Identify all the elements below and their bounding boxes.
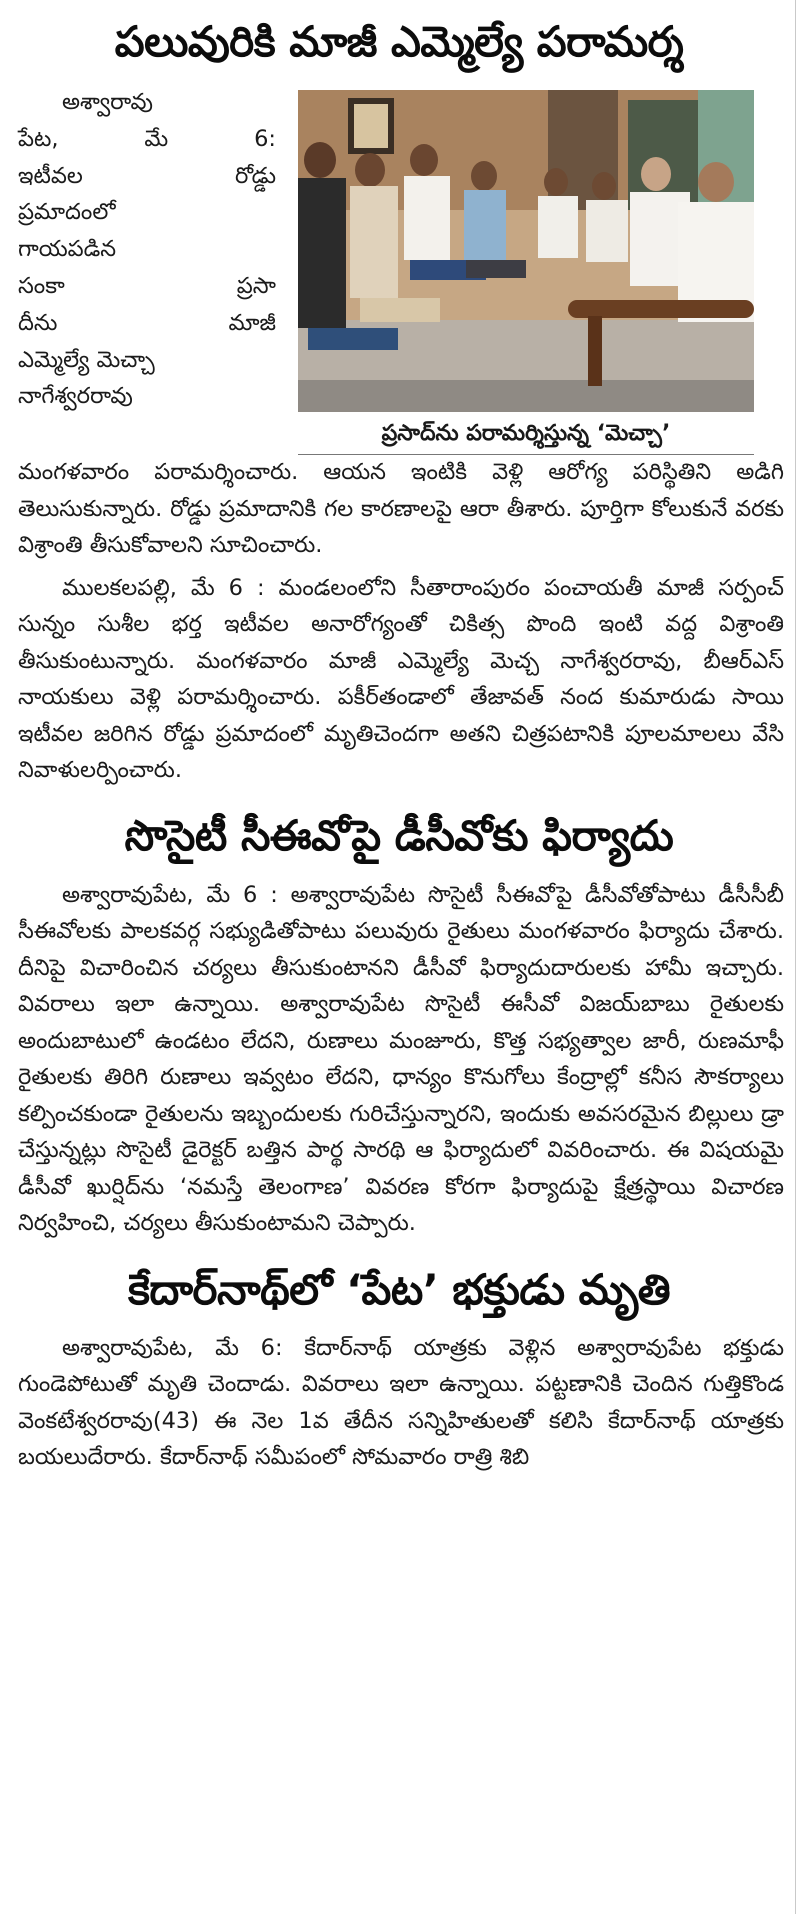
lead-line: సంకా ప్రసా: [18, 272, 276, 299]
article-kedarnath-devotee: [8, 1250, 790, 1476]
article3-headline: కేదార్‌నాథ్‌లో ‘పేట’ భక్తుడు మృతి: [127, 1264, 671, 1314]
lead-line: దీను మాజీ: [18, 309, 276, 336]
lead-line: ఎమ్మెల్యే మెచ్చా: [18, 346, 155, 373]
article1-lead-column: [8, 84, 276, 454]
lead-line: ఇటీవల రోడ్డు: [18, 162, 276, 189]
article1-paragraph-2: ములకలపల్లి, మే 6 : మండలంలోని సీతారాంపురం పంచాయతీ మాజీ సర్పంచ్ సున్నం సుశీల భర్త ఇటీవల అనారోగ్యంతో చికిత్స పొంది ఇంటి వద్ద విశ్రాంతి తీసుకుంటున్నారు. మంగళవారం మాజీ ఎమ్మెల్యే మెచ్చ నాగేశ్వరరావు, బీఆర్ఎస్ నాయకులు వెళ్లి పరామర్శించారు. పకీర్‌తండాలో తేజావత్ నంద కుమారుడు సాయి ఇటీవల జరిగిన రోడ్డు ప్రమాదంలో మృతిచెందగా అతని చిత్రపటానికి పూలమాలలు వేసి నివాళులర్పించారు.: [18, 574, 784, 783]
article2-headline: సొసైటీ సీఈవోపై డీసీవోకు ఫిర్యాదు: [124, 810, 674, 860]
photo-caption: ప్రసాద్‌ను పరామర్శిస్తున్న ‘మెచ్చా’: [298, 416, 754, 455]
lead-line: నాగేశ్వరరావు: [18, 383, 133, 410]
article-former-mla-visits: [8, 0, 790, 789]
article3-paragraph-1: అశ్వారావుపేట, మే 6: కేదార్‌నాథ్ యాత్రకు వెళ్లిన అశ్వారావుపేట భక్తుడు గుండెపోటుతో మృతి చెందాడు. వివరాలు ఇలా ఉన్నాయి. పట్టణానికి చెందిన గుత్తికొండ వెంకటేశ్వరరావు(43) ఈ నెల 1వ తేదీన సన్నిహితులతో కలిసి కేదార్‌నాథ్ యాత్రకు బయలుదేరారు. కేదార్‌నాథ్ సమీపంలో సోమవారం రాత్రి శిబి: [18, 1334, 784, 1470]
article-society-complaint: [8, 795, 790, 1242]
article1-photo-column: [298, 90, 758, 454]
lead-line: అశ్వారావు: [62, 89, 153, 115]
article1-top-block: [8, 84, 790, 454]
article2-paragraph-1: అశ్వారావుపేట, మే 6 : అశ్వారావుపేట సొసైటీ సీఈవోపై డీసీవోతోపాటు డీసీసీబీ సీఈవోలకు పాలకవర్గ సభ్యుడితోపాటు పలువురు రైతులు మంగళవారం ఫిర్యాదు చేశారు. దీనిపై విచారించిన చర్యలు తీసుకుంటానని డీసీవో ఫిర్యాదుదారులకు హామీ ఇచ్చారు. వివరాలు ఇలా ఉన్నాయి. అశ్వారావుపేట సొసైటీ ఈసీవో విజయ్‌బాబు రైతులకు అందుబాటులో ఉండటం లేదని, రుణాలు మంజూరు, కొత్త సభ్యత్వాల జారీ, రుణమాఫీ రైతులకు తిరిగి రుణాలు ఇవ్వటం లేదని, ధాన్యం కొనుగోలు కేంద్రాల్లో కనీస సౌకర్యాలు కల్పించకుండా రైతులను ఇబ్బందులకు గురిచేస్తున్నారని, ఇందుకు అవసరమైన బిల్లులు డ్రా చేస్తున్నట్లు సొసైటీ డైరెక్టర్ బత్తిన పార్థ సారథి ఆ ఫిర్యాదులో వివరించారు. ఈ విషయమై డీసీవో ఖుర్షిద్‌ను ‘నమస్తే తెలంగాణ’ వివరణ కోరగా ఫిర్యాదుపై క్షేత్రస్థాయి విచారణ నిర్వహించి, చర్యలు తీసుకుంటామని చెప్పారు.: [18, 881, 784, 1236]
lead-line: ప్రమాదంలో: [18, 199, 116, 226]
article1-paragraph-1: మంగళవారం పరామర్శించారు. ఆయన ఇంటికి వెళ్లి ఆరోగ్య పరిస్థితిని అడిగి తెలుసుకున్నారు. రోడ్డు ప్రమాదానికి గల కారణాలపై ఆరా తీశారు. పూర్తిగా కోలుకునే వరకు విశ్రాంతి తీసుకోవాలని సూచించారు.: [18, 459, 784, 558]
news-photo: [298, 90, 754, 412]
news-photo-illustration: [298, 90, 754, 412]
lead-line: పేట, మే 6:: [18, 125, 276, 152]
article1-headline: పలువురికి మాజీ ఎమ్మెల్యే పరామర్శ: [114, 17, 684, 66]
page-edge-line: [795, 0, 796, 1914]
lead-line: గాయపడిన: [18, 236, 117, 263]
